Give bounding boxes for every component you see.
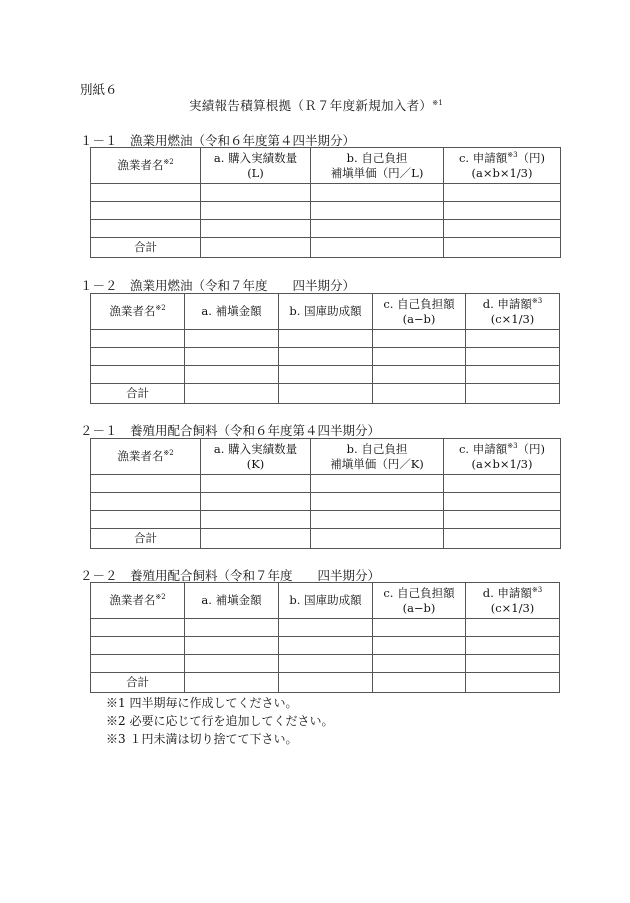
total-row bbox=[91, 384, 560, 404]
header-unit-price: b. 自己負担 補塡単価（円／L) bbox=[311, 148, 444, 184]
footnote-3: ※3 １円未満は切り捨てて下さい。 bbox=[106, 732, 298, 746]
footnotes bbox=[106, 694, 333, 748]
table-row bbox=[91, 366, 560, 384]
table-1-1 bbox=[90, 147, 561, 258]
header-claim-amount: c. 申請額$^{※3}$（円) (a×b×1/3) bbox=[444, 439, 561, 475]
header-fisher-name: 漁業者名$^{※2}$ bbox=[91, 148, 201, 184]
section-title-1-1: １－１ 漁業用燃油（令和６年度第４四半期分） bbox=[80, 133, 356, 148]
cell[interactable] bbox=[201, 493, 311, 511]
title-footnote-ref: ※1 bbox=[432, 98, 444, 107]
table-row bbox=[91, 493, 561, 511]
document-title: 実績報告積算根拠（Ｒ７年度新規加入者）$^{※1}$ bbox=[189, 98, 444, 113]
cell[interactable] bbox=[444, 511, 561, 529]
cell[interactable] bbox=[373, 330, 466, 348]
cell[interactable] bbox=[311, 202, 444, 220]
cell[interactable] bbox=[466, 619, 560, 637]
cell[interactable] bbox=[91, 493, 201, 511]
cell[interactable] bbox=[185, 366, 279, 384]
header-purchase-qty: a. 購入実績数量 (K) bbox=[201, 439, 311, 475]
cell[interactable] bbox=[466, 366, 560, 384]
cell[interactable] bbox=[444, 475, 561, 493]
cell[interactable] bbox=[91, 220, 201, 238]
cell[interactable] bbox=[444, 493, 561, 511]
cell[interactable] bbox=[311, 238, 444, 258]
table-row bbox=[91, 220, 561, 238]
header-row bbox=[91, 439, 561, 475]
cell[interactable] bbox=[201, 202, 311, 220]
cell[interactable] bbox=[91, 202, 201, 220]
cell[interactable] bbox=[91, 348, 185, 366]
cell[interactable] bbox=[466, 348, 560, 366]
cell[interactable] bbox=[444, 529, 561, 549]
header-row bbox=[91, 148, 561, 184]
cell[interactable] bbox=[311, 220, 444, 238]
header-claim-amount: c. 申請額$^{※3}$（円) (a×b×1/3) bbox=[444, 148, 561, 184]
table-row bbox=[91, 655, 560, 673]
table-row bbox=[91, 202, 561, 220]
cell[interactable] bbox=[91, 511, 201, 529]
table-row bbox=[91, 348, 560, 366]
cell[interactable] bbox=[91, 655, 185, 673]
total-row bbox=[91, 529, 561, 549]
cell[interactable] bbox=[444, 238, 561, 258]
cell[interactable] bbox=[185, 673, 279, 693]
cell[interactable] bbox=[466, 655, 560, 673]
cell[interactable] bbox=[91, 475, 201, 493]
header-claim-amount: d. 申請額$^{※3}$ (c×1/3) bbox=[466, 294, 560, 330]
cell[interactable] bbox=[201, 511, 311, 529]
section-title-2-2: ２－２ 養殖用配合飼料（令和７年度 四半期分） bbox=[80, 568, 381, 583]
cell[interactable] bbox=[444, 220, 561, 238]
table-2-2 bbox=[90, 582, 560, 693]
header-unit-price: b. 自己負担 補塡単価（円／K) bbox=[311, 439, 444, 475]
header-fisher-name: 漁業者名$^{※2}$ bbox=[91, 583, 185, 619]
cell[interactable] bbox=[373, 366, 466, 384]
cell[interactable] bbox=[185, 619, 279, 637]
header-compensation-amount: a. 補塡金額 bbox=[185, 294, 279, 330]
cell[interactable] bbox=[466, 637, 560, 655]
cell[interactable] bbox=[466, 330, 560, 348]
cell[interactable] bbox=[311, 184, 444, 202]
cell[interactable] bbox=[279, 637, 373, 655]
cell[interactable] bbox=[185, 384, 279, 404]
header-national-subsidy: b. 国庫助成額 bbox=[279, 583, 373, 619]
cell[interactable] bbox=[466, 384, 560, 404]
header-compensation-amount: a. 補塡金額 bbox=[185, 583, 279, 619]
table-2-1 bbox=[90, 438, 561, 549]
header-fisher-name: 漁業者名$^{※2}$ bbox=[91, 439, 201, 475]
table-row bbox=[91, 619, 560, 637]
cell[interactable] bbox=[279, 348, 373, 366]
cell[interactable] bbox=[311, 493, 444, 511]
cell[interactable] bbox=[91, 637, 185, 655]
cell[interactable] bbox=[466, 673, 560, 693]
cell[interactable] bbox=[201, 529, 311, 549]
cell[interactable] bbox=[373, 655, 466, 673]
cell[interactable] bbox=[373, 348, 466, 366]
cell[interactable] bbox=[373, 619, 466, 637]
cell[interactable] bbox=[91, 619, 185, 637]
cell[interactable] bbox=[91, 330, 185, 348]
document-label: 別紙６ bbox=[80, 82, 118, 97]
cell[interactable] bbox=[444, 184, 561, 202]
header-self-burden: c. 自己負担額 (a−b) bbox=[373, 583, 466, 619]
cell[interactable] bbox=[279, 655, 373, 673]
cell[interactable] bbox=[311, 511, 444, 529]
table-row bbox=[91, 330, 560, 348]
cell[interactable] bbox=[373, 637, 466, 655]
header-fisher-name: 漁業者名$^{※2}$ bbox=[91, 294, 185, 330]
total-row bbox=[91, 673, 560, 693]
cell[interactable] bbox=[201, 238, 311, 258]
total-label: 合計 bbox=[91, 673, 185, 693]
cell[interactable] bbox=[279, 366, 373, 384]
table-1-2 bbox=[90, 293, 560, 404]
table-row bbox=[91, 475, 561, 493]
cell[interactable] bbox=[185, 655, 279, 673]
total-label: 合計 bbox=[91, 384, 185, 404]
header-claim-amount: d. 申請額$^{※3}$ (c×1/3) bbox=[466, 583, 560, 619]
cell[interactable] bbox=[373, 384, 466, 404]
cell[interactable] bbox=[201, 184, 311, 202]
total-row bbox=[91, 238, 561, 258]
cell[interactable] bbox=[185, 637, 279, 655]
cell[interactable] bbox=[373, 673, 466, 693]
total-label: 合計 bbox=[91, 238, 201, 258]
cell[interactable] bbox=[311, 529, 444, 549]
cell[interactable] bbox=[311, 475, 444, 493]
cell[interactable] bbox=[91, 184, 201, 202]
footnote-2: ※2 必要に応じて行を追加してください。 bbox=[106, 714, 334, 728]
cell[interactable] bbox=[279, 673, 373, 693]
cell[interactable] bbox=[201, 475, 311, 493]
section-title-2-1: ２－１ 養殖用配合飼料（令和６年度第４四半期分） bbox=[80, 423, 381, 438]
cell[interactable] bbox=[91, 366, 185, 384]
cell[interactable] bbox=[279, 384, 373, 404]
cell[interactable] bbox=[201, 220, 311, 238]
header-row bbox=[91, 583, 560, 619]
cell[interactable] bbox=[279, 330, 373, 348]
header-row bbox=[91, 294, 560, 330]
cell[interactable] bbox=[185, 330, 279, 348]
total-label: 合計 bbox=[91, 529, 201, 549]
footnote-1: ※1 四半期毎に作成してください。 bbox=[106, 696, 298, 710]
cell[interactable] bbox=[444, 202, 561, 220]
header-national-subsidy: b. 国庫助成額 bbox=[279, 294, 373, 330]
cell[interactable] bbox=[279, 619, 373, 637]
table-row bbox=[91, 511, 561, 529]
table-row bbox=[91, 637, 560, 655]
cell[interactable] bbox=[185, 348, 279, 366]
header-self-burden: c. 自己負担額 (a−b) bbox=[373, 294, 466, 330]
table-row bbox=[91, 184, 561, 202]
section-title-1-2: １－２ 漁業用燃油（令和７年度 四半期分） bbox=[80, 278, 356, 293]
header-purchase-qty: a. 購入実績数量 (L) bbox=[201, 148, 311, 184]
